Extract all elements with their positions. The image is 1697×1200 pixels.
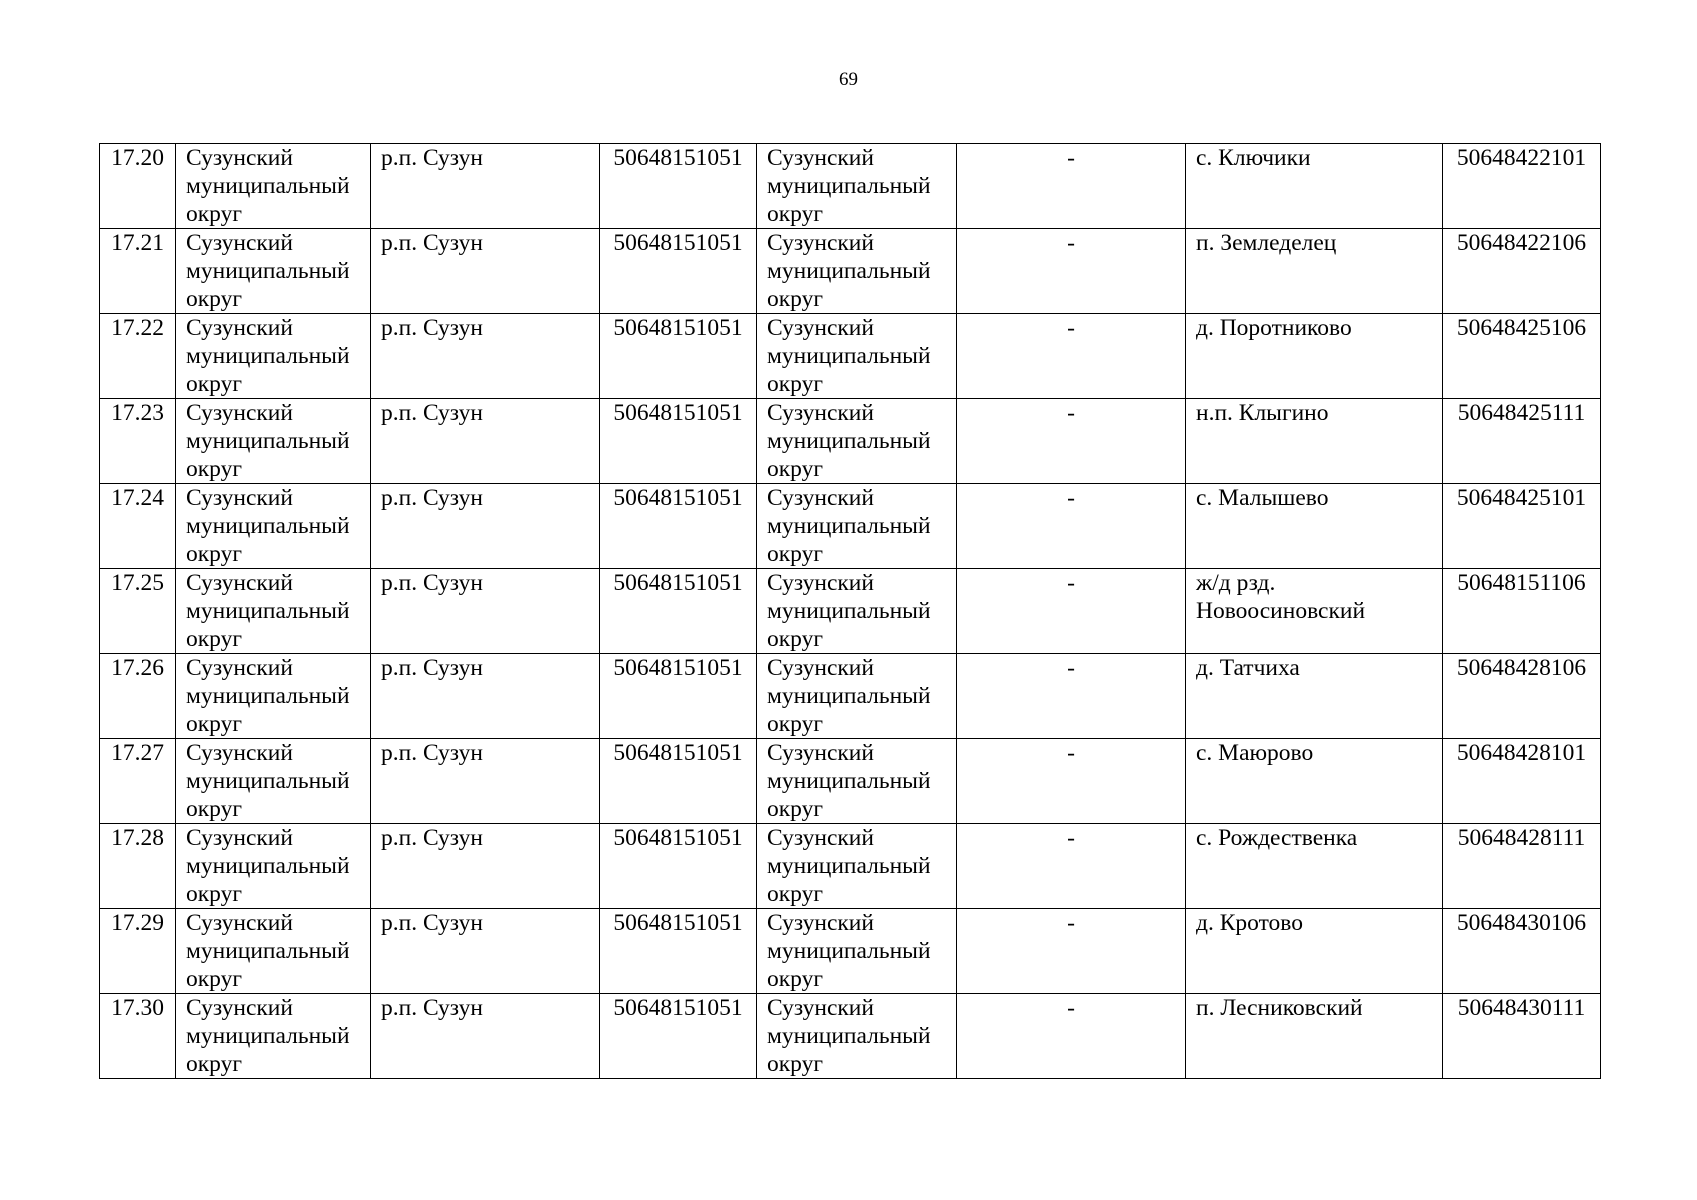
table-row xyxy=(100,484,1601,569)
district-cell: Сузунский муниципальный округ xyxy=(176,824,371,909)
empty-dash-cell: - xyxy=(957,654,1186,739)
district-cell: Сузунский муниципальный округ xyxy=(176,314,371,399)
settlement-cell: с. Рождественка xyxy=(1186,824,1443,909)
row-number-cell: 17.27 xyxy=(100,739,176,824)
district-cell: Сузунский муниципальный округ xyxy=(176,739,371,824)
settlement-code-cell: 50648428106 xyxy=(1443,654,1601,739)
table-row xyxy=(100,654,1601,739)
admin-center-code-cell: 50648151051 xyxy=(600,824,757,909)
empty-dash-cell: - xyxy=(957,994,1186,1079)
empty-dash-cell: - xyxy=(957,144,1186,229)
empty-dash-cell: - xyxy=(957,824,1186,909)
settlement-code-cell: 50648430111 xyxy=(1443,994,1601,1079)
municipal-district-cell: Сузунский муниципальный округ xyxy=(757,909,957,994)
settlement-cell: п. Лесниковский xyxy=(1186,994,1443,1079)
municipal-district-cell: Сузунский муниципальный округ xyxy=(757,569,957,654)
admin-center-cell: р.п. Сузун xyxy=(371,909,600,994)
admin-center-code-cell: 50648151051 xyxy=(600,229,757,314)
admin-center-code-cell: 50648151051 xyxy=(600,569,757,654)
settlement-code-cell: 50648425111 xyxy=(1443,399,1601,484)
municipal-district-cell: Сузунский муниципальный округ xyxy=(757,654,957,739)
municipal-district-cell: Сузунский муниципальный округ xyxy=(757,484,957,569)
settlement-code-cell: 50648422101 xyxy=(1443,144,1601,229)
admin-center-cell: р.п. Сузун xyxy=(371,824,600,909)
row-number-cell: 17.20 xyxy=(100,144,176,229)
table-row xyxy=(100,909,1601,994)
empty-dash-cell: - xyxy=(957,399,1186,484)
row-number-cell: 17.29 xyxy=(100,909,176,994)
empty-dash-cell: - xyxy=(957,229,1186,314)
settlement-cell: д. Татчиха xyxy=(1186,654,1443,739)
settlement-cell: д. Кротово xyxy=(1186,909,1443,994)
admin-center-cell: р.п. Сузун xyxy=(371,654,600,739)
admin-center-code-cell: 50648151051 xyxy=(600,909,757,994)
district-cell: Сузунский муниципальный округ xyxy=(176,909,371,994)
settlement-code-cell: 50648425106 xyxy=(1443,314,1601,399)
municipal-district-cell: Сузунский муниципальный округ xyxy=(757,399,957,484)
table-row xyxy=(100,569,1601,654)
municipal-district-cell: Сузунский муниципальный округ xyxy=(757,739,957,824)
admin-center-code-cell: 50648151051 xyxy=(600,144,757,229)
settlement-cell: с. Малышево xyxy=(1186,484,1443,569)
municipal-district-cell: Сузунский муниципальный округ xyxy=(757,824,957,909)
district-cell: Сузунский муниципальный округ xyxy=(176,994,371,1079)
admin-center-code-cell: 50648151051 xyxy=(600,739,757,824)
settlement-code-cell: 50648430106 xyxy=(1443,909,1601,994)
municipal-district-cell: Сузунский муниципальный округ xyxy=(757,994,957,1079)
district-cell: Сузунский муниципальный округ xyxy=(176,484,371,569)
settlement-code-cell: 50648428111 xyxy=(1443,824,1601,909)
settlement-cell: н.п. Клыгино xyxy=(1186,399,1443,484)
district-cell: Сузунский муниципальный округ xyxy=(176,144,371,229)
admin-center-code-cell: 50648151051 xyxy=(600,654,757,739)
admin-center-cell: р.п. Сузун xyxy=(371,314,600,399)
settlement-cell: д. Поротниково xyxy=(1186,314,1443,399)
row-number-cell: 17.28 xyxy=(100,824,176,909)
settlement-code-cell: 50648428101 xyxy=(1443,739,1601,824)
admin-center-cell: р.п. Сузун xyxy=(371,739,600,824)
table-row xyxy=(100,314,1601,399)
district-cell: Сузунский муниципальный округ xyxy=(176,229,371,314)
settlement-code-cell: 50648425101 xyxy=(1443,484,1601,569)
empty-dash-cell: - xyxy=(957,484,1186,569)
settlements-table xyxy=(99,143,1601,1079)
admin-center-code-cell: 50648151051 xyxy=(600,484,757,569)
settlement-cell: с. Маюрово xyxy=(1186,739,1443,824)
table-row xyxy=(100,994,1601,1079)
empty-dash-cell: - xyxy=(957,569,1186,654)
table-row xyxy=(100,229,1601,314)
empty-dash-cell: - xyxy=(957,739,1186,824)
admin-center-code-cell: 50648151051 xyxy=(600,399,757,484)
admin-center-code-cell: 50648151051 xyxy=(600,314,757,399)
admin-center-cell: р.п. Сузун xyxy=(371,144,600,229)
page-number: 69 xyxy=(839,69,858,90)
settlement-cell: с. Ключики xyxy=(1186,144,1443,229)
settlement-code-cell: 50648422106 xyxy=(1443,229,1601,314)
district-cell: Сузунский муниципальный округ xyxy=(176,399,371,484)
row-number-cell: 17.26 xyxy=(100,654,176,739)
district-cell: Сузунский муниципальный округ xyxy=(176,569,371,654)
admin-center-cell: р.п. Сузун xyxy=(371,229,600,314)
settlement-cell: п. Земледелец xyxy=(1186,229,1443,314)
table-row xyxy=(100,824,1601,909)
empty-dash-cell: - xyxy=(957,314,1186,399)
admin-center-code-cell: 50648151051 xyxy=(600,994,757,1079)
table-row xyxy=(100,739,1601,824)
district-cell: Сузунский муниципальный округ xyxy=(176,654,371,739)
row-number-cell: 17.30 xyxy=(100,994,176,1079)
table-row xyxy=(100,144,1601,229)
settlement-cell: ж/д рзд. Новоосиновский xyxy=(1186,569,1443,654)
row-number-cell: 17.22 xyxy=(100,314,176,399)
row-number-cell: 17.23 xyxy=(100,399,176,484)
municipal-district-cell: Сузунский муниципальный округ xyxy=(757,229,957,314)
row-number-cell: 17.25 xyxy=(100,569,176,654)
admin-center-cell: р.п. Сузун xyxy=(371,569,600,654)
table-row xyxy=(100,399,1601,484)
table-body xyxy=(100,144,1601,1079)
admin-center-cell: р.п. Сузун xyxy=(371,399,600,484)
row-number-cell: 17.21 xyxy=(100,229,176,314)
municipal-district-cell: Сузунский муниципальный округ xyxy=(757,314,957,399)
admin-center-cell: р.п. Сузун xyxy=(371,994,600,1079)
settlement-code-cell: 50648151106 xyxy=(1443,569,1601,654)
admin-center-cell: р.п. Сузун xyxy=(371,484,600,569)
row-number-cell: 17.24 xyxy=(100,484,176,569)
empty-dash-cell: - xyxy=(957,909,1186,994)
municipal-district-cell: Сузунский муниципальный округ xyxy=(757,144,957,229)
